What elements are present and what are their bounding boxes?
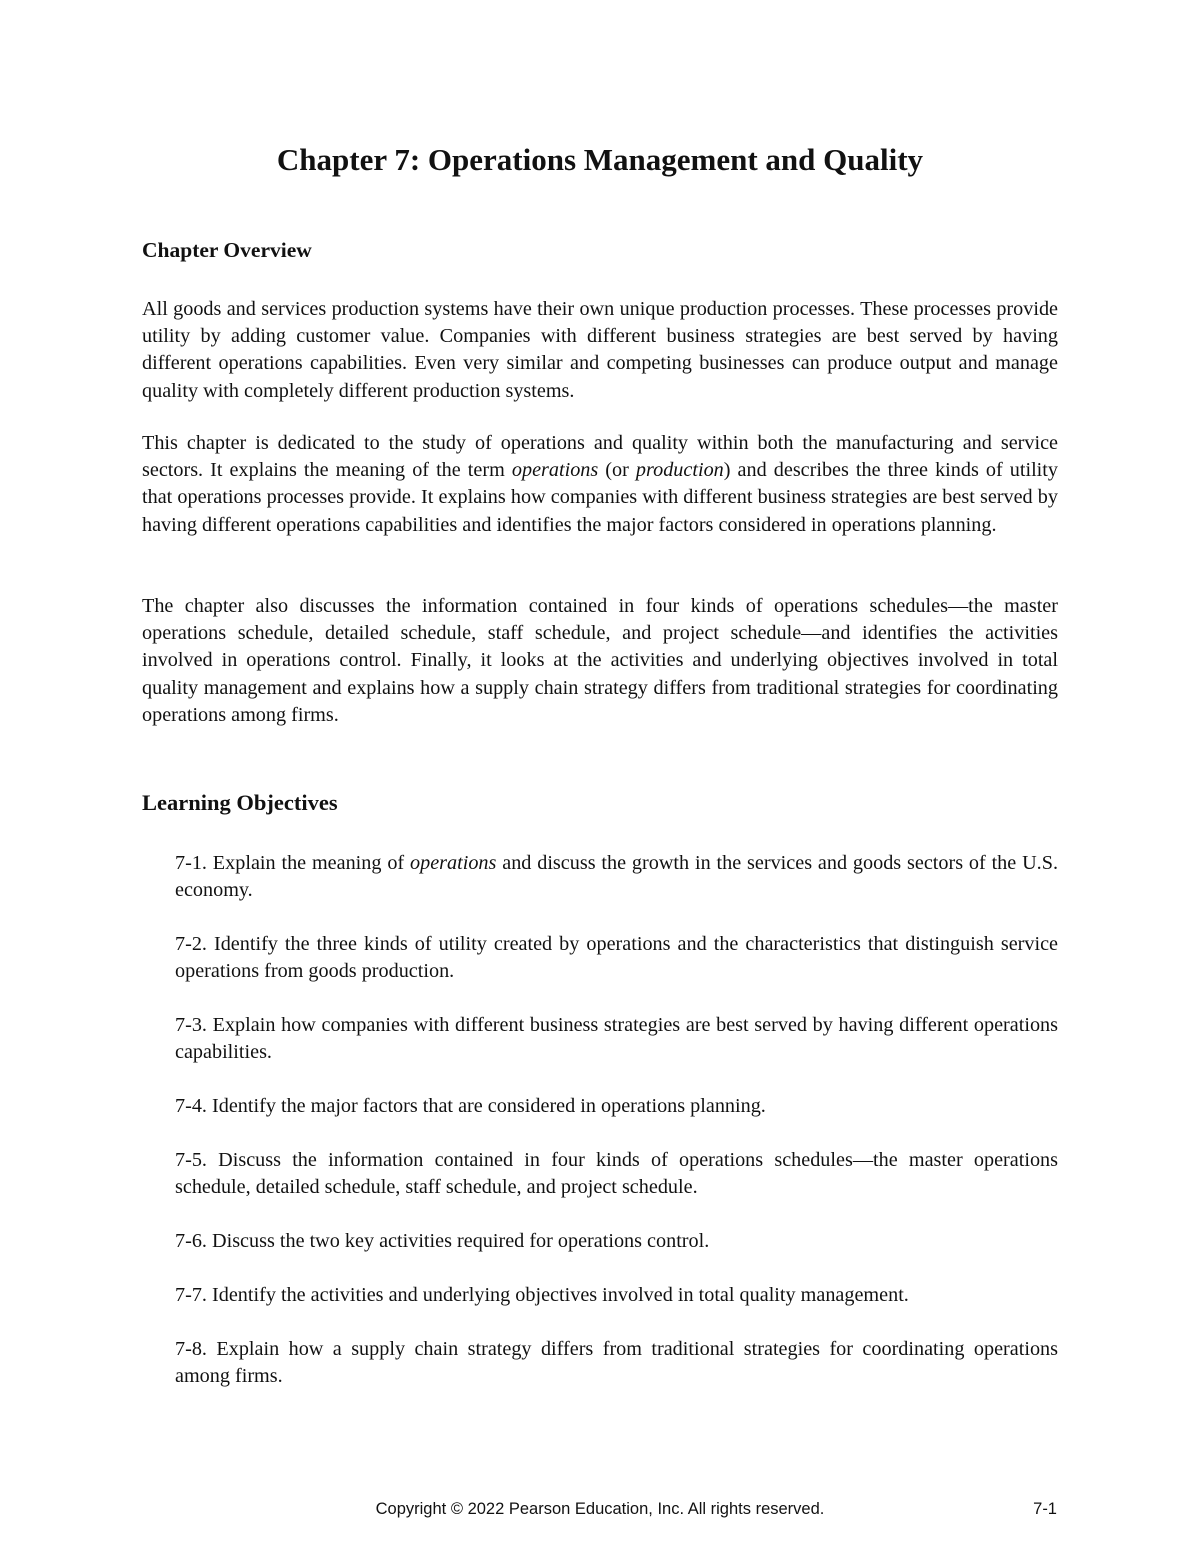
overview-paragraph-2-text-1: This chapter is dedicated to the study of operations and quality within both the manufacturing and service sectors. It explains the meaning of the term — [142, 432, 1058, 482]
objective-7-1-text-2: and discuss the growth in the services and goods sectors of the U.S. economy. — [175, 852, 1058, 902]
chapter-title: Chapter 7: Operations Management and Quality — [276, 142, 924, 177]
overview-paragraph-2-text-2: (or — [598, 459, 636, 482]
objective-7-1-term: operations — [410, 852, 497, 874]
objective-item-7-8: 7-8. Explain how a supply chain strategy differs from traditional strategies for coordinating operations among firms. — [175, 1338, 1058, 1388]
objective-7-1-text-1: 7-1. Explain the meaning of — [175, 852, 411, 874]
overview-paragraph-2 — [142, 430, 1058, 539]
objective-item-7-3: 7-3. Explain how companies with different business strategies are best served by having different operations capabilities. — [175, 1014, 1058, 1064]
objective-item-7-7: 7-7. Identify the activities and underlying objectives involved in total quality management. — [175, 1284, 909, 1306]
overview-heading: Chapter Overview — [142, 238, 312, 262]
term-operations: operations — [511, 459, 599, 482]
overview-paragraph-3: The chapter also discusses the information contained in four kinds of operations schedules—the master operations schedule, detailed schedule, staff schedule, and project schedule—and identifies the activities involved in operations control. Finally, it looks at the activities and underlying objectives involved in total quality management and explains how a supply chain strategy differs from traditional strategies for coordinating operations among firms. — [142, 595, 1058, 726]
term-production: production — [635, 459, 724, 482]
overview-paragraph-2-text-3: ) and describes the three kinds of utility that operations processes provide. It explains how companies with different business strategies are best served by having different operations capabilities and identifies the major factors considered in operations planning. — [142, 459, 1058, 536]
objective-item-7-5: 7-5. Discuss the information contained in four kinds of operations schedules—the master operations schedule, detailed schedule, staff schedule, and project schedule. — [175, 1149, 1058, 1199]
page-number: 7-1 — [1033, 1500, 1057, 1518]
objective-item-7-2: 7-2. Identify the three kinds of utility created by operations and the characteristics that distinguish service operations from goods production. — [175, 933, 1058, 983]
page-footer — [0, 1497, 1200, 1521]
objective-item-7-1 — [175, 850, 1058, 904]
copyright-notice: Copyright © 2022 Pearson Education, Inc. All rights reserved. — [375, 1500, 825, 1518]
objectives-heading: Learning Objectives — [142, 790, 338, 815]
objective-item-7-4: 7-4. Identify the major factors that are considered in operations planning. — [175, 1095, 766, 1117]
overview-paragraph-1: All goods and services production systems have their own unique production processes. These processes provide utility by adding customer value. Companies with different business strategies are best served by having different operations capabilities. Even very similar and competing businesses can produce output and manage quality with completely different production systems. — [142, 298, 1058, 402]
objective-item-7-6: 7-6. Discuss the two key activities required for operations control. — [175, 1230, 710, 1252]
